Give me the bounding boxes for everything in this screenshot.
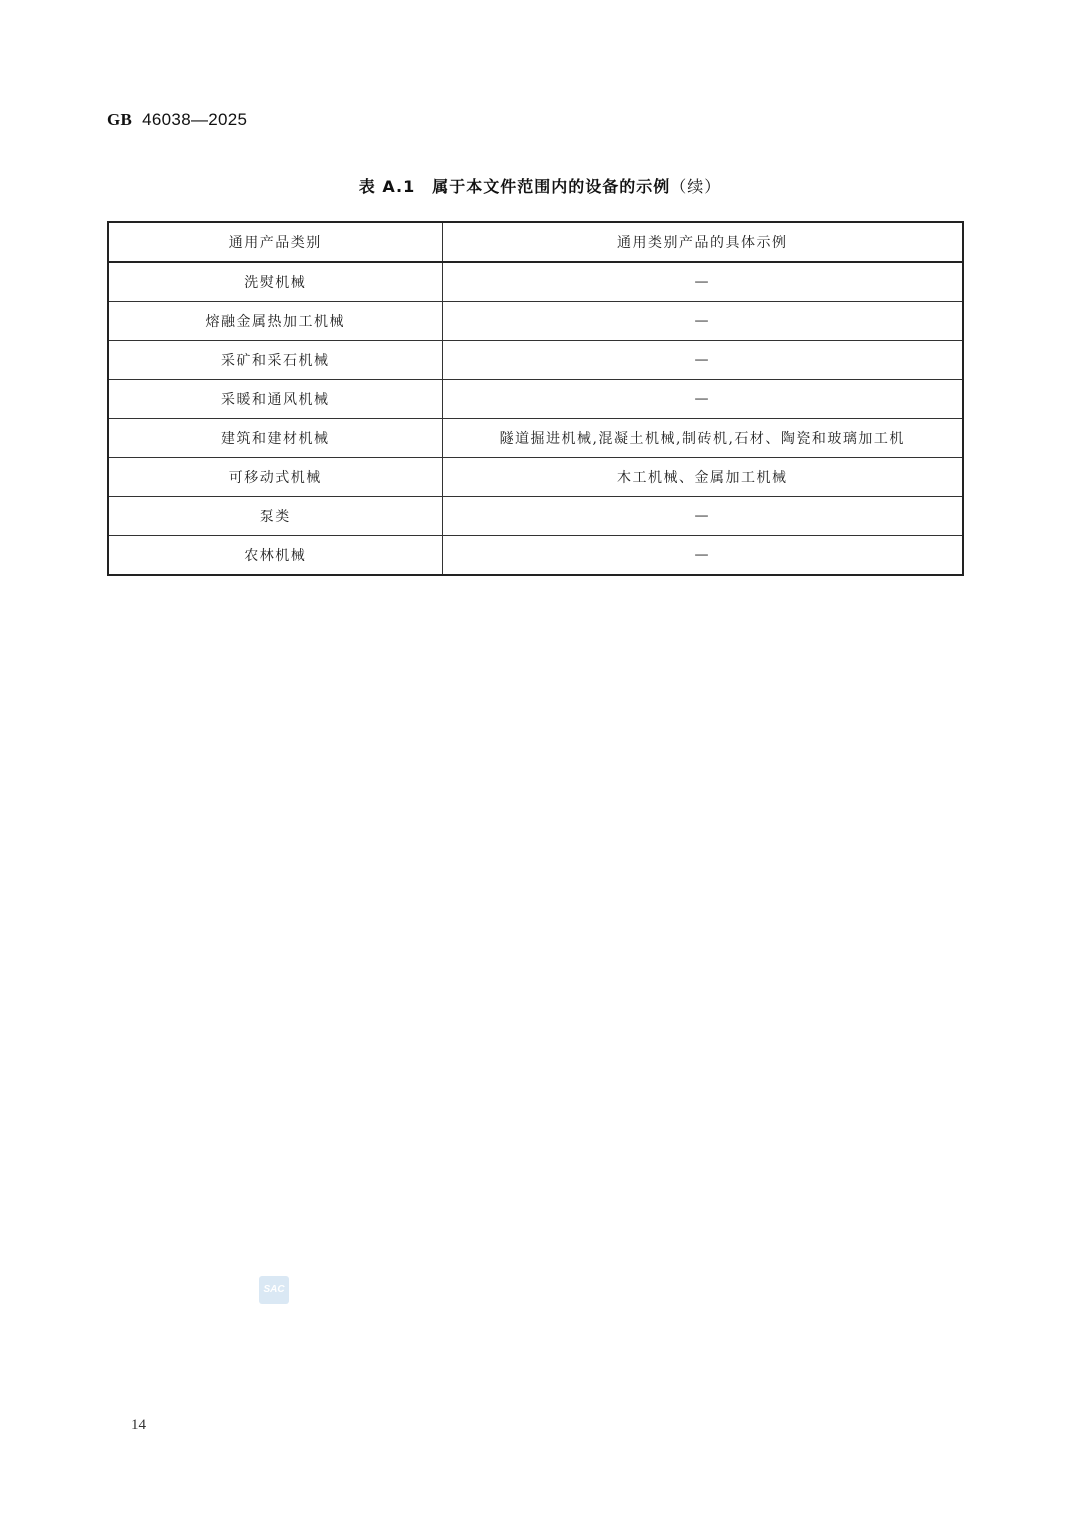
standard-header (107, 110, 247, 130)
standard-code: 46038—2025 (142, 110, 248, 129)
row-examples: — (442, 341, 963, 380)
row-examples: — (442, 262, 963, 302)
table-row (108, 341, 963, 380)
table-row (108, 497, 963, 536)
table-row (108, 458, 963, 497)
row-category: 泵类 (108, 497, 442, 536)
row-category: 采矿和采石机械 (108, 341, 442, 380)
table-row (108, 419, 963, 458)
row-examples: — (442, 497, 963, 536)
table-header-row (108, 222, 963, 262)
table-caption-continued: （续） (670, 177, 722, 196)
column-header-examples: 通用类别产品的具体示例 (442, 222, 963, 262)
table-row (108, 262, 963, 302)
table-row (108, 536, 963, 576)
standard-prefix: GB (107, 110, 133, 129)
row-category: 可移动式机械 (108, 458, 442, 497)
row-category: 熔融金属热加工机械 (108, 302, 442, 341)
row-category: 洗熨机械 (108, 262, 442, 302)
row-examples: 隧道掘进机械,混凝土机械,制砖机,石材、陶瓷和玻璃加工机 (442, 419, 963, 458)
table-row (108, 380, 963, 419)
column-header-category: 通用产品类别 (108, 222, 442, 262)
row-category: 农林机械 (108, 536, 442, 576)
table-caption-title: 表 A.1 属于本文件范围内的设备的示例 (358, 177, 671, 196)
row-category: 采暖和通风机械 (108, 380, 442, 419)
table-row (108, 302, 963, 341)
row-examples: — (442, 380, 963, 419)
scope-equipment-table (107, 221, 964, 576)
table-caption (0, 174, 1080, 197)
row-category: 建筑和建材机械 (108, 419, 442, 458)
row-examples: — (442, 302, 963, 341)
sac-watermark-logo: SAC (259, 1276, 289, 1304)
row-examples: — (442, 536, 963, 576)
row-examples: 木工机械、金属加工机械 (442, 458, 963, 497)
page-number: 14 (131, 1417, 146, 1433)
